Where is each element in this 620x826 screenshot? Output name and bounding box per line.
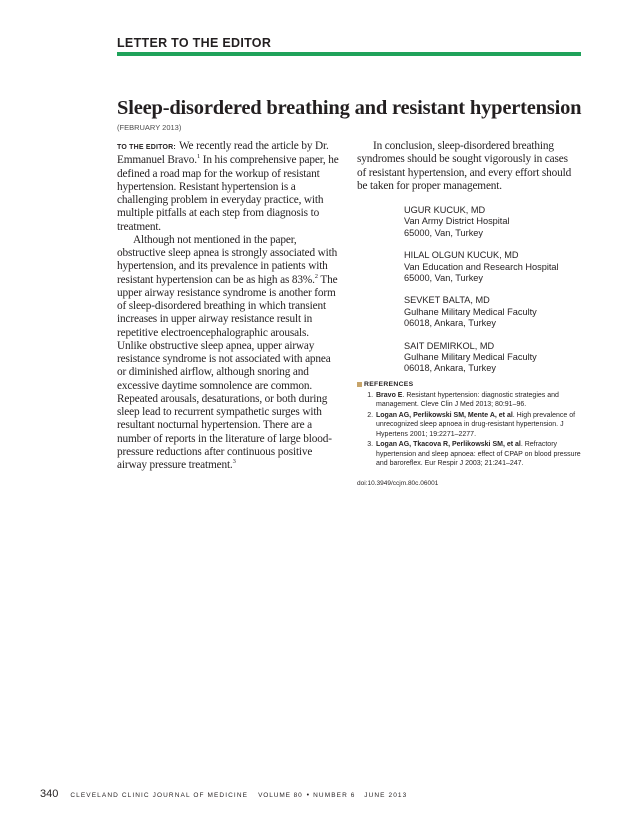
author-name: UGUR KUCUK, MD [404,205,486,215]
author-name: HILAL OLGUN KUCUK, MD [404,250,519,261]
citation-3[interactable]: 3 [232,458,236,466]
paragraph-2 [117,234,341,473]
author-location: 65000, Van, Turkey [404,227,483,238]
doi-link[interactable]: doi:10.3949/ccjm.80c.06001 [357,480,439,487]
reference-item [375,440,582,468]
paragraph-1-text-a: We recently read the article by Dr. Emmanuel Bravo. [117,140,329,167]
lead-in: TO THE EDITOR: [117,144,176,151]
author-location: 65000, Van, Turkey [404,273,483,284]
author-block [404,205,584,239]
references-list [357,391,582,468]
journal-volume: VOLUME 80 [258,792,303,799]
references-section [357,381,582,470]
citation-1[interactable]: 1 [196,153,201,161]
article-title: Sleep-disordered breathing and resistant hypertension [117,97,582,119]
author-location: 06018, Ankara, Turkey [404,363,496,374]
author-name: SEVKET BALTA, MD [404,295,490,306]
reference-authors: Logan AG, Perlikowski SM, Mente A, et al [376,412,513,420]
author-affiliation: Gulhane Military Medical Faculty [404,352,537,363]
left-column [117,140,341,472]
paragraph-1 [117,140,341,234]
author-affiliation: Gulhane Military Medical Faculty [404,306,537,317]
journal-name: CLEVELAND CLINIC JOURNAL OF MEDICINE [70,792,249,799]
reference-text: . Refractory hypertension and sleep apnoea: effect of CPAP on blood pressure and baroreflex. Eur Respir J 2003; 21:241–247. [376,441,581,468]
reference-authors: Bravo E [376,392,403,399]
journal-issue: NUMBER 6 JUNE 2013 [313,792,408,799]
author-name: SAIT DEMIRKOL, MD [404,340,495,351]
page-footer [40,788,407,800]
author-affiliation: Van Army District Hospital [404,216,510,227]
reference-text: . High prevalence of unrecognized sleep apnoea in drug-resistant hypertension. J Hypertens 2001; 19:2271–2277. [376,412,576,438]
reference-authors: Logan AG, Tkacova R, Perlikowski SM, et al [376,441,521,449]
paragraph-2-text-a: Although not mentioned in the paper, obstructive sleep apnea is strongly associated with hypertension, and its prevalence in patients with resistant hypertension can be as high as 83%. [117,233,338,286]
header-rule [117,52,581,56]
author-block [404,341,584,375]
footer-bullet: • [306,792,310,799]
author-block [404,295,584,329]
paragraph-2-text-b: The upper airway resistance syndrome is another form of sleep-disordered breathing in which transient increases in upper airway resistance result in repetitive electroencephalographic arousals. Unlike obstructive sleep apnea, upper airway resistance syndrome is not associated with apnea or diminished airflow, although snoring and excessive daytime somnolence are common. Repeated arousals, desaturations, or both during sleep lead to recurrent sympathetic surges with resultant nocturnal hypertension. There are a number of reports in the literature of large blood-pressure reductions after continuous positive airway pressure treatment. [117,273,338,471]
citation-2[interactable]: 2 [314,272,318,280]
references-heading-text: REFERENCES [364,381,414,388]
reference-item [375,391,582,410]
author-block [404,250,584,284]
paragraph-1-text-b: In his comprehensive paper, he defined a road map for the workup of resistant hypertension. Resistant hypertension is a challenging problem in everyday practice, with multiple pitfalls at each step from diagnosis to treatment. [117,154,339,233]
page-number: 340 [40,788,59,800]
author-affiliation: Van Education and Research Hospital [404,261,559,272]
section-label: LETTER TO THE EDITOR [117,36,272,50]
author-signatures [404,205,584,386]
references-heading [357,381,582,388]
reference-item [375,411,582,439]
reference-text: . Resistant hypertension: diagnostic strategies and management. Cleve Clin J Med 2013; 80:91–96. [376,392,559,409]
square-bullet-icon [357,382,362,387]
paragraph-3: In conclusion, sleep-disordered breathing syndromes should be sought vigorously in cases of resistant hypertension, and every effort should be taken for proper management. [357,140,572,192]
author-location: 06018, Ankara, Turkey [404,318,496,329]
article-date: (FEBRUARY 2013) [117,123,182,132]
